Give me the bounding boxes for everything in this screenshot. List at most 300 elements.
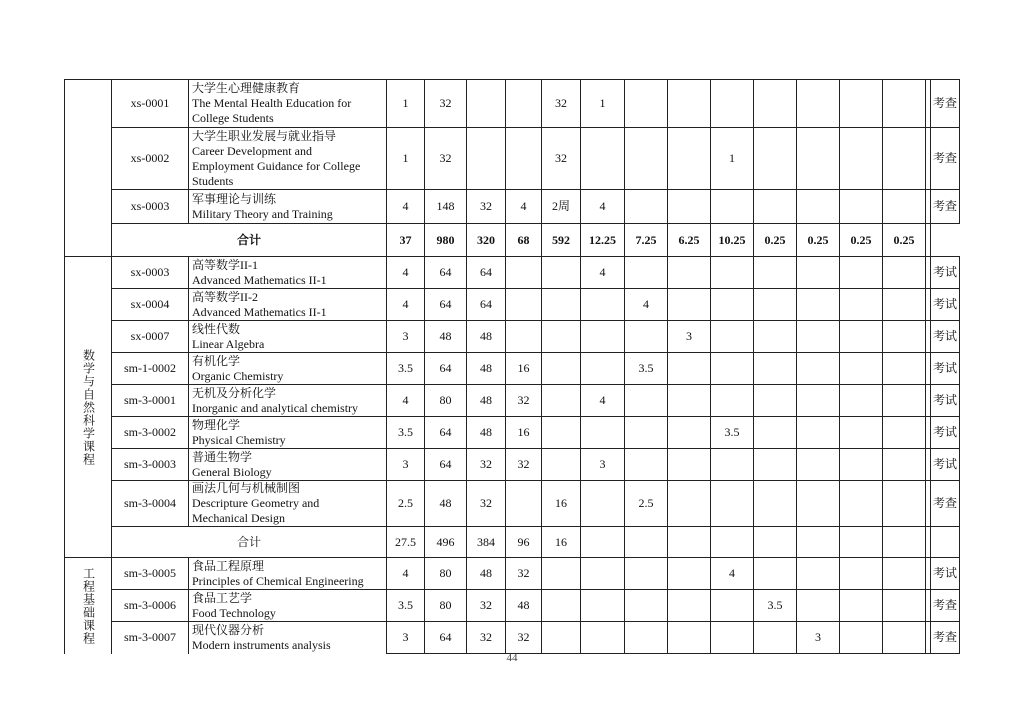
assessment-cell (931, 527, 960, 558)
course-code: sm-3-0005 (112, 558, 189, 590)
value-cell (668, 417, 711, 449)
course-name-en: Linear Algebra (192, 336, 265, 351)
value-cell: 3.5 (625, 353, 668, 385)
value-cell (625, 190, 668, 224)
curriculum-table (64, 79, 960, 654)
course-name-zh: 食品工程原理 (192, 558, 265, 573)
value-cell (711, 289, 754, 321)
assessment-cell: 考查 (931, 481, 960, 527)
value-cell (625, 558, 668, 590)
value-cell (711, 481, 754, 527)
course-name-en: Students (192, 173, 234, 188)
value-cell (542, 257, 581, 289)
course-name-en: Career Development and (192, 143, 312, 158)
value-cell: 4 (581, 190, 625, 224)
assessment-cell (926, 224, 931, 257)
value-cell: 32 (506, 622, 542, 654)
value-cell: 32 (467, 449, 506, 481)
value-cell (581, 622, 625, 654)
value-cell: 16 (542, 527, 581, 558)
value-cell: 3 (387, 622, 425, 654)
value-cell (581, 527, 625, 558)
value-cell (668, 481, 711, 527)
table-row (65, 128, 960, 190)
value-cell: 12.25 (581, 224, 625, 257)
value-cell (506, 80, 542, 128)
value-cell (581, 289, 625, 321)
value-cell (625, 590, 668, 622)
value-cell (883, 257, 926, 289)
value-cell (625, 80, 668, 128)
course-name-zh: 普通生物学 (192, 449, 253, 464)
value-cell: 1 (387, 128, 425, 190)
value-cell: 48 (467, 417, 506, 449)
course-name-zh: 高等数学II-1 (192, 257, 258, 272)
value-cell (506, 289, 542, 321)
page-number: 44 (506, 652, 518, 664)
value-cell: 32 (506, 385, 542, 417)
category-cell (65, 80, 112, 257)
table-row (65, 622, 960, 654)
course-code: xs-0003 (112, 190, 189, 224)
assessment-cell: 考查 (931, 80, 960, 128)
value-cell (797, 527, 840, 558)
value-cell (581, 353, 625, 385)
value-cell (840, 417, 883, 449)
value-cell: 27.5 (387, 527, 425, 558)
value-cell (668, 190, 711, 224)
course-code: sm-3-0004 (112, 481, 189, 527)
value-cell: 37 (387, 224, 425, 257)
course-name (189, 385, 387, 417)
total-label: 合计 (112, 527, 387, 558)
value-cell (754, 128, 797, 190)
value-cell: 1 (581, 80, 625, 128)
value-cell (467, 128, 506, 190)
value-cell (840, 558, 883, 590)
value-cell: 80 (425, 558, 467, 590)
value-cell (542, 385, 581, 417)
table-row (65, 257, 960, 289)
value-cell (797, 257, 840, 289)
value-cell (840, 80, 883, 128)
value-cell: 32 (425, 128, 467, 190)
course-name-en: General Biology (192, 464, 272, 479)
value-cell (797, 321, 840, 353)
course-code: sx-0003 (112, 257, 189, 289)
value-cell (883, 449, 926, 481)
value-cell (754, 449, 797, 481)
value-cell (840, 257, 883, 289)
value-cell (625, 527, 668, 558)
value-cell (754, 353, 797, 385)
value-cell: 68 (506, 224, 542, 257)
value-cell (625, 449, 668, 481)
value-cell (754, 481, 797, 527)
value-cell (840, 622, 883, 654)
value-cell (542, 289, 581, 321)
value-cell: 2.5 (387, 481, 425, 527)
value-cell: 1 (387, 80, 425, 128)
value-cell (581, 481, 625, 527)
value-cell (668, 257, 711, 289)
course-name-zh: 大学生心理健康教育 (192, 81, 301, 95)
value-cell (883, 80, 926, 128)
course-name (189, 449, 387, 481)
value-cell: 64 (425, 449, 467, 481)
course-code: sm-3-0007 (112, 622, 189, 654)
value-cell: 496 (425, 527, 467, 558)
value-cell (883, 385, 926, 417)
course-name-en: Military Theory and Training (192, 206, 333, 221)
value-cell: 4 (387, 385, 425, 417)
value-cell (711, 190, 754, 224)
value-cell (668, 385, 711, 417)
course-name-zh: 线性代数 (192, 321, 241, 336)
value-cell: 3 (797, 622, 840, 654)
course-name-en: Descripture Geometry and (192, 496, 320, 510)
value-cell: 7.25 (625, 224, 668, 257)
course-code: sx-0004 (112, 289, 189, 321)
course-name-en: Physical Chemistry (192, 432, 286, 447)
value-cell: 2周 (542, 190, 581, 224)
value-cell: 4 (506, 190, 542, 224)
course-name-en: Advanced Mathematics II-1 (192, 304, 327, 319)
value-cell (625, 385, 668, 417)
value-cell (797, 289, 840, 321)
value-cell (506, 257, 542, 289)
value-cell (797, 128, 840, 190)
value-cell (754, 321, 797, 353)
value-cell (625, 128, 668, 190)
value-cell (883, 417, 926, 449)
value-cell: 64 (425, 257, 467, 289)
value-cell (711, 622, 754, 654)
value-cell (581, 128, 625, 190)
value-cell: 4 (387, 289, 425, 321)
value-cell: 3.5 (754, 590, 797, 622)
value-cell (754, 527, 797, 558)
value-cell (711, 321, 754, 353)
value-cell (542, 622, 581, 654)
value-cell: 48 (425, 481, 467, 527)
value-cell: 3.5 (387, 590, 425, 622)
course-name (189, 558, 387, 590)
value-cell: 4 (581, 385, 625, 417)
value-cell (840, 385, 883, 417)
course-name (189, 321, 387, 353)
course-name (189, 128, 387, 190)
value-cell: 0.25 (754, 224, 797, 257)
value-cell: 64 (467, 257, 506, 289)
value-cell (711, 527, 754, 558)
value-cell (840, 321, 883, 353)
total-label: 合计 (112, 224, 387, 257)
course-name-zh: 大学生职业发展与就业指导 (192, 128, 337, 143)
course-name-zh: 现代仪器分析 (192, 622, 265, 637)
course-name-en: College Students (192, 111, 274, 125)
table-row (65, 385, 960, 417)
value-cell (883, 622, 926, 654)
value-cell (625, 417, 668, 449)
value-cell (711, 590, 754, 622)
value-cell (668, 80, 711, 128)
value-cell (542, 449, 581, 481)
value-cell (840, 481, 883, 527)
value-cell (883, 190, 926, 224)
course-name (189, 481, 387, 527)
course-name (189, 80, 387, 128)
value-cell: 32 (467, 481, 506, 527)
course-code: sm-3-0003 (112, 449, 189, 481)
value-cell: 4 (387, 558, 425, 590)
assessment-cell: 考查 (931, 622, 960, 654)
course-code: xs-0002 (112, 128, 189, 190)
value-cell: 64 (425, 622, 467, 654)
value-cell (581, 590, 625, 622)
category-cell: 工程基础课程 (65, 558, 112, 654)
value-cell: 64 (425, 417, 467, 449)
value-cell: 3 (387, 449, 425, 481)
value-cell (542, 353, 581, 385)
value-cell (711, 449, 754, 481)
table-row (65, 481, 960, 527)
course-name-en: Mechanical Design (192, 511, 285, 525)
assessment-cell: 考查 (931, 190, 960, 224)
value-cell (883, 353, 926, 385)
course-code: xs-0001 (112, 80, 189, 128)
value-cell (840, 590, 883, 622)
course-code: sx-0007 (112, 321, 189, 353)
course-name (189, 622, 387, 654)
value-cell (711, 80, 754, 128)
value-cell (840, 527, 883, 558)
value-cell (883, 527, 926, 558)
table-row (65, 190, 960, 224)
course-name (189, 590, 387, 622)
value-cell: 48 (506, 590, 542, 622)
course-name (189, 417, 387, 449)
value-cell (754, 190, 797, 224)
total-row (65, 527, 960, 558)
course-name (189, 190, 387, 224)
value-cell: 64 (467, 289, 506, 321)
value-cell: 16 (542, 481, 581, 527)
value-cell (542, 417, 581, 449)
assessment-cell: 考试 (931, 417, 960, 449)
course-name-zh: 有机化学 (192, 353, 241, 368)
value-cell: 1 (711, 128, 754, 190)
value-cell (668, 622, 711, 654)
assessment-cell: 考试 (931, 449, 960, 481)
course-name-zh: 食品工艺学 (192, 590, 253, 605)
value-cell: 32 (542, 128, 581, 190)
course-name-zh: 军事理论与训练 (192, 191, 277, 206)
table-row (65, 321, 960, 353)
value-cell (840, 353, 883, 385)
course-name-zh: 高等数学II-2 (192, 289, 258, 304)
value-cell (797, 481, 840, 527)
course-code: sm-3-0006 (112, 590, 189, 622)
value-cell: 16 (506, 417, 542, 449)
assessment-cell: 考试 (931, 385, 960, 417)
course-name-en: Inorganic and analytical chemistry (192, 400, 359, 415)
value-cell (542, 590, 581, 622)
value-cell (542, 321, 581, 353)
value-cell (883, 481, 926, 527)
value-cell: 16 (506, 353, 542, 385)
table-row (65, 80, 960, 128)
value-cell (668, 128, 711, 190)
value-cell: 48 (467, 321, 506, 353)
category-cell: 数学与自然科学课程 (65, 257, 112, 558)
value-cell (883, 321, 926, 353)
value-cell (668, 353, 711, 385)
course-name-en: Employment Guidance for College (192, 158, 361, 173)
value-cell (711, 385, 754, 417)
value-cell: 4 (387, 190, 425, 224)
value-cell (711, 257, 754, 289)
value-cell: 48 (467, 558, 506, 590)
course-name-en: Advanced Mathematics II-1 (192, 272, 327, 287)
value-cell: 48 (467, 353, 506, 385)
value-cell (668, 590, 711, 622)
value-cell: 4 (387, 257, 425, 289)
value-cell (711, 353, 754, 385)
value-cell: 10.25 (711, 224, 754, 257)
value-cell: 2.5 (625, 481, 668, 527)
value-cell (883, 558, 926, 590)
value-cell: 3.5 (387, 353, 425, 385)
value-cell: 4 (581, 257, 625, 289)
value-cell (840, 449, 883, 481)
value-cell: 4 (711, 558, 754, 590)
value-cell: 320 (467, 224, 506, 257)
value-cell (754, 80, 797, 128)
course-code: sm-3-0001 (112, 385, 189, 417)
table-row (65, 590, 960, 622)
value-cell: 64 (425, 353, 467, 385)
course-code: sm-1-0002 (112, 353, 189, 385)
value-cell: 48 (467, 385, 506, 417)
value-cell: 0.25 (840, 224, 883, 257)
value-cell (668, 289, 711, 321)
value-cell (625, 321, 668, 353)
value-cell: 0.25 (797, 224, 840, 257)
course-name-zh: 画法几何与机械制图 (192, 481, 301, 495)
value-cell: 148 (425, 190, 467, 224)
value-cell (668, 449, 711, 481)
value-cell (797, 449, 840, 481)
course-name-zh: 物理化学 (192, 417, 241, 432)
value-cell (883, 289, 926, 321)
course-name-zh: 无机及分析化学 (192, 385, 277, 400)
value-cell (581, 417, 625, 449)
course-name-en: The Mental Health Education for (192, 96, 352, 110)
value-cell: 32 (506, 449, 542, 481)
value-cell: 32 (506, 558, 542, 590)
value-cell (506, 128, 542, 190)
value-cell: 3 (668, 321, 711, 353)
value-cell (506, 321, 542, 353)
course-name-en: Modern instruments analysis (192, 637, 331, 652)
value-cell (668, 558, 711, 590)
assessment-cell: 考试 (931, 558, 960, 590)
value-cell (797, 385, 840, 417)
value-cell (506, 481, 542, 527)
value-cell (668, 527, 711, 558)
value-cell: 3.5 (387, 417, 425, 449)
assessment-cell: 考试 (931, 289, 960, 321)
value-cell: 0.25 (883, 224, 926, 257)
total-row (65, 224, 960, 257)
value-cell (797, 353, 840, 385)
value-cell: 80 (425, 385, 467, 417)
value-cell (797, 190, 840, 224)
course-name (189, 257, 387, 289)
value-cell: 32 (467, 590, 506, 622)
assessment-cell: 考试 (931, 321, 960, 353)
value-cell (754, 289, 797, 321)
value-cell: 32 (542, 80, 581, 128)
course-name-en: Principles of Chemical Engineering (192, 573, 364, 588)
value-cell: 32 (467, 622, 506, 654)
table-row (65, 289, 960, 321)
value-cell (754, 622, 797, 654)
value-cell (581, 321, 625, 353)
value-cell (754, 257, 797, 289)
value-cell (883, 128, 926, 190)
value-cell (797, 558, 840, 590)
value-cell: 3 (387, 321, 425, 353)
value-cell (840, 190, 883, 224)
table-row (65, 449, 960, 481)
value-cell (467, 80, 506, 128)
value-cell: 80 (425, 590, 467, 622)
value-cell: 48 (425, 321, 467, 353)
value-cell: 6.25 (668, 224, 711, 257)
value-cell: 3.5 (711, 417, 754, 449)
assessment-cell: 考试 (931, 257, 960, 289)
value-cell: 32 (425, 80, 467, 128)
value-cell (754, 385, 797, 417)
value-cell: 32 (467, 190, 506, 224)
value-cell (797, 417, 840, 449)
course-name (189, 353, 387, 385)
value-cell (797, 80, 840, 128)
assessment-cell: 考试 (931, 353, 960, 385)
value-cell (581, 558, 625, 590)
value-cell: 3 (581, 449, 625, 481)
course-name (189, 289, 387, 321)
table-row (65, 353, 960, 385)
value-cell: 592 (542, 224, 581, 257)
value-cell (883, 590, 926, 622)
value-cell (625, 257, 668, 289)
assessment-cell: 考查 (931, 128, 960, 190)
table-row (65, 558, 960, 590)
table-row (65, 417, 960, 449)
assessment-cell: 考查 (931, 590, 960, 622)
value-cell (625, 622, 668, 654)
value-cell (797, 590, 840, 622)
value-cell: 4 (625, 289, 668, 321)
value-cell: 384 (467, 527, 506, 558)
value-cell: 64 (425, 289, 467, 321)
course-code: sm-3-0002 (112, 417, 189, 449)
course-name-en: Organic Chemistry (192, 368, 284, 383)
value-cell (840, 289, 883, 321)
